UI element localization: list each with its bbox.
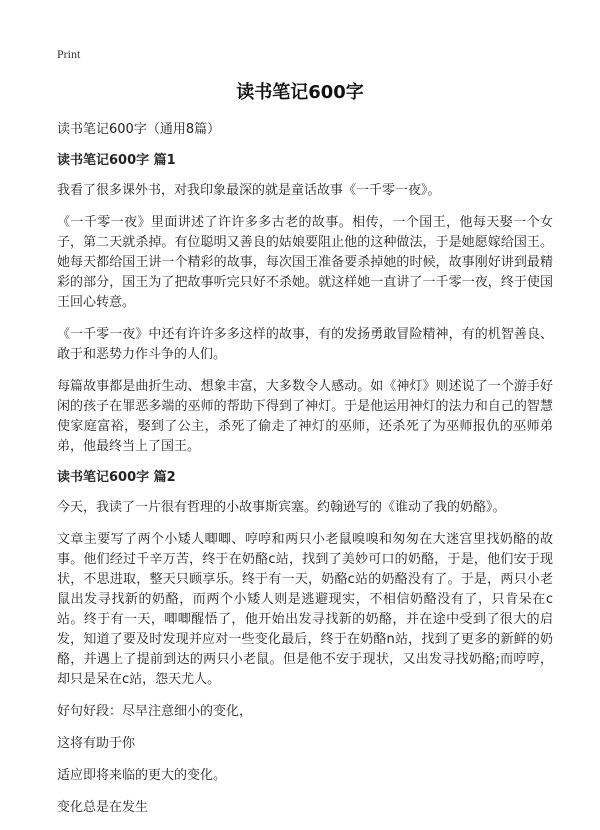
article-content <box>57 121 553 830</box>
paragraph: 《一千零一夜》中还有许许多多这样的故事，有的发扬勇敢冒险精神，有的机智善良、敢于和恶势力作斗争的人们。 <box>57 327 553 362</box>
paragraph: 这将有助于你 <box>57 736 136 751</box>
paragraph: 文章主要写了两个小矮人唧唧、哼哼和两只小老鼠嗅嗅和匆匆在大迷宫里找奶酪的故事。他们经过千辛万苦，终于在奶酪c站，找到了美妙可口的奶酪，于是，他们安于现状，不思进取，整天只顾享乐。终于有一天，奶酪c站的奶酪没有了。于是，两只小老鼠出发寻找新的奶酪，而两个小矮人则是逃避现实，不相信奶酪没有了，只肯呆在c站。终于有一天，唧唧醒悟了，他开始出发寻找新的奶酪，并在途中受到了很大的启发，知道了要及时发现并应对一些变化最后，终于在奶酪n站，找到了更多的新鲜的奶酪，并遇上了提前到达的两只小老鼠。但是他不安于现状，又出发寻找奶酪;而哼哼，却只是呆在c站，怨天尤人。 <box>57 532 553 687</box>
paragraph: 适应即将来临的更大的变化。 <box>57 768 227 783</box>
section-heading: 读书笔记600字 篇1 <box>57 153 176 168</box>
paragraph: 每篇故事都是曲折生动、想象丰富，大多数令人感动。如《神灯》则述说了一个游手好闲的孩子在罪恶多端的巫师的帮助下得到了神灯。于是他运用神灯的法力和自己的智慧使家庭富裕，娶到了公主，杀死了偷走了神灯的巫师，还杀死了为巫师报仇的巫师弟弟，他最终当上了国王。 <box>57 379 553 454</box>
print-link[interactable]: Print <box>57 47 81 61</box>
section-2 <box>57 469 553 818</box>
paragraph: 好句好段：尽早注意细小的变化， <box>57 704 253 719</box>
paragraph: 今天，我读了一片很有哲理的小故事斯宾塞。约翰逊写的《谁动了我的奶酪》。 <box>57 500 506 515</box>
article-subtitle: 读书笔记600字（通用8篇） <box>57 122 221 137</box>
section-heading: 读书笔记600字 篇2 <box>57 470 176 485</box>
page-title: 读书笔记600字 <box>236 82 364 103</box>
section-1 <box>57 152 553 457</box>
paragraph: 《一千零一夜》里面讲述了许许多多古老的故事。相传，一个国王，他每天娶一个女子，第二天就杀掉。有位聪明又善良的姑娘要阻止他的这种做法，于是她愿嫁给国王。她每天都给国王讲一个精彩的故事，每次国王准备要杀掉她的时候，故事刚好讲到最精彩的部分，国王为了把故事听完只好不杀她。就这样她一直讲了一千零一夜，终于使国王回心转意。 <box>57 215 553 310</box>
paragraph: 我看了很多课外书，对我印象最深的就是童话故事《一千零一夜》。 <box>57 183 441 198</box>
paragraph: 变化总是在发生 <box>57 800 149 815</box>
